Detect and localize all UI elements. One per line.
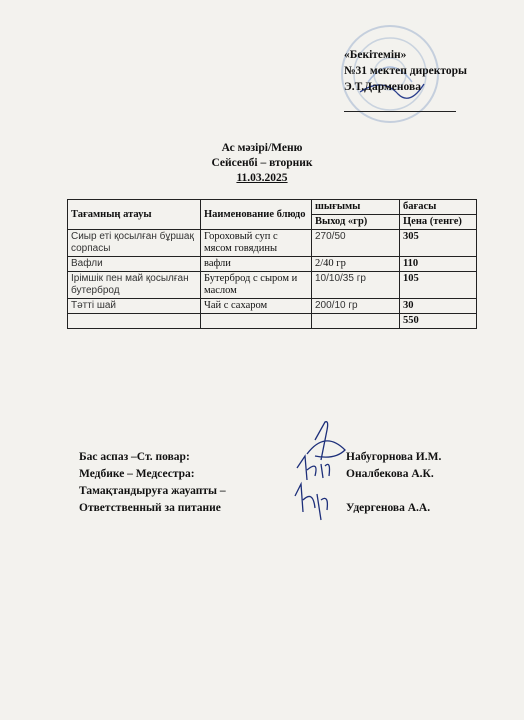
- dish-price: 305: [400, 230, 477, 257]
- dish-kz: Сиыр еті қосылған бұршақ сорпасы: [68, 230, 201, 257]
- table-row: [68, 272, 477, 299]
- nurse-label: Медбике – Медсестра:: [79, 468, 195, 480]
- dish-kz: Ірімшік пен май қосылған бутерброд: [68, 272, 201, 299]
- header-price-ru: Цена (тенге): [400, 215, 477, 230]
- approval-block: [344, 47, 467, 112]
- approval-line3: Э.Т.Дарменова: [344, 81, 421, 93]
- dish-yield: 200/10 гр: [312, 299, 400, 314]
- total-price: 550: [400, 314, 477, 329]
- dish-ru: Чай с сахаром: [201, 299, 312, 314]
- approval-line1: «Бекітемін»: [344, 49, 407, 61]
- header-yield-kz: шығымы: [312, 200, 400, 215]
- approval-line2: №31 мектеп директоры: [344, 65, 467, 77]
- approval-signature-line: [344, 97, 456, 112]
- dish-kz: Тәтті шай: [68, 299, 201, 314]
- header-name-ru: Наименование блюдо: [201, 200, 312, 230]
- dish-yield: 2/40 гр: [312, 257, 400, 272]
- title-date: 11.03.2025: [236, 172, 288, 184]
- table-total-row: [68, 314, 477, 329]
- menu-title: [0, 141, 524, 186]
- table-row: [68, 257, 477, 272]
- title-line1: Ас мәзірі/Меню: [221, 142, 303, 154]
- dish-yield: 270/50: [312, 230, 400, 257]
- table-row: [68, 299, 477, 314]
- menu-table: [67, 199, 477, 329]
- cook-label: Бас аспаз –Ст. повар:: [79, 451, 190, 463]
- dish-ru: вафли: [201, 257, 312, 272]
- dish-price: 105: [400, 272, 477, 299]
- header-name-kz: Тағамның атауы: [68, 200, 201, 230]
- dish-price: 110: [400, 257, 477, 272]
- dish-ru: Бутерброд с сыром и маслом: [201, 272, 312, 299]
- responsible-label-kz: Тамақтандыруға жауапты –: [79, 485, 226, 497]
- header-price-kz: бағасы: [400, 200, 477, 215]
- cook-name: Набугорнова И.М.: [346, 451, 442, 463]
- dish-yield: 10/10/35 гр: [312, 272, 400, 299]
- table-row: [68, 230, 477, 257]
- signature-names: [346, 449, 441, 517]
- dish-kz: Вафли: [68, 257, 201, 272]
- signature-labels: [79, 449, 226, 517]
- title-day: Сейсенбі – вторник: [211, 157, 313, 169]
- header-yield-ru: Выход «гр): [312, 215, 400, 230]
- responsible-label-ru: Ответственный за питание: [79, 502, 221, 514]
- nurse-name: Оналбекова А.К.: [346, 468, 434, 480]
- dish-ru: Гороховый суп с мясом говядины: [201, 230, 312, 257]
- table-header-row: [68, 200, 477, 215]
- dish-price: 30: [400, 299, 477, 314]
- responsible-name: Удергенова А.А.: [346, 502, 431, 514]
